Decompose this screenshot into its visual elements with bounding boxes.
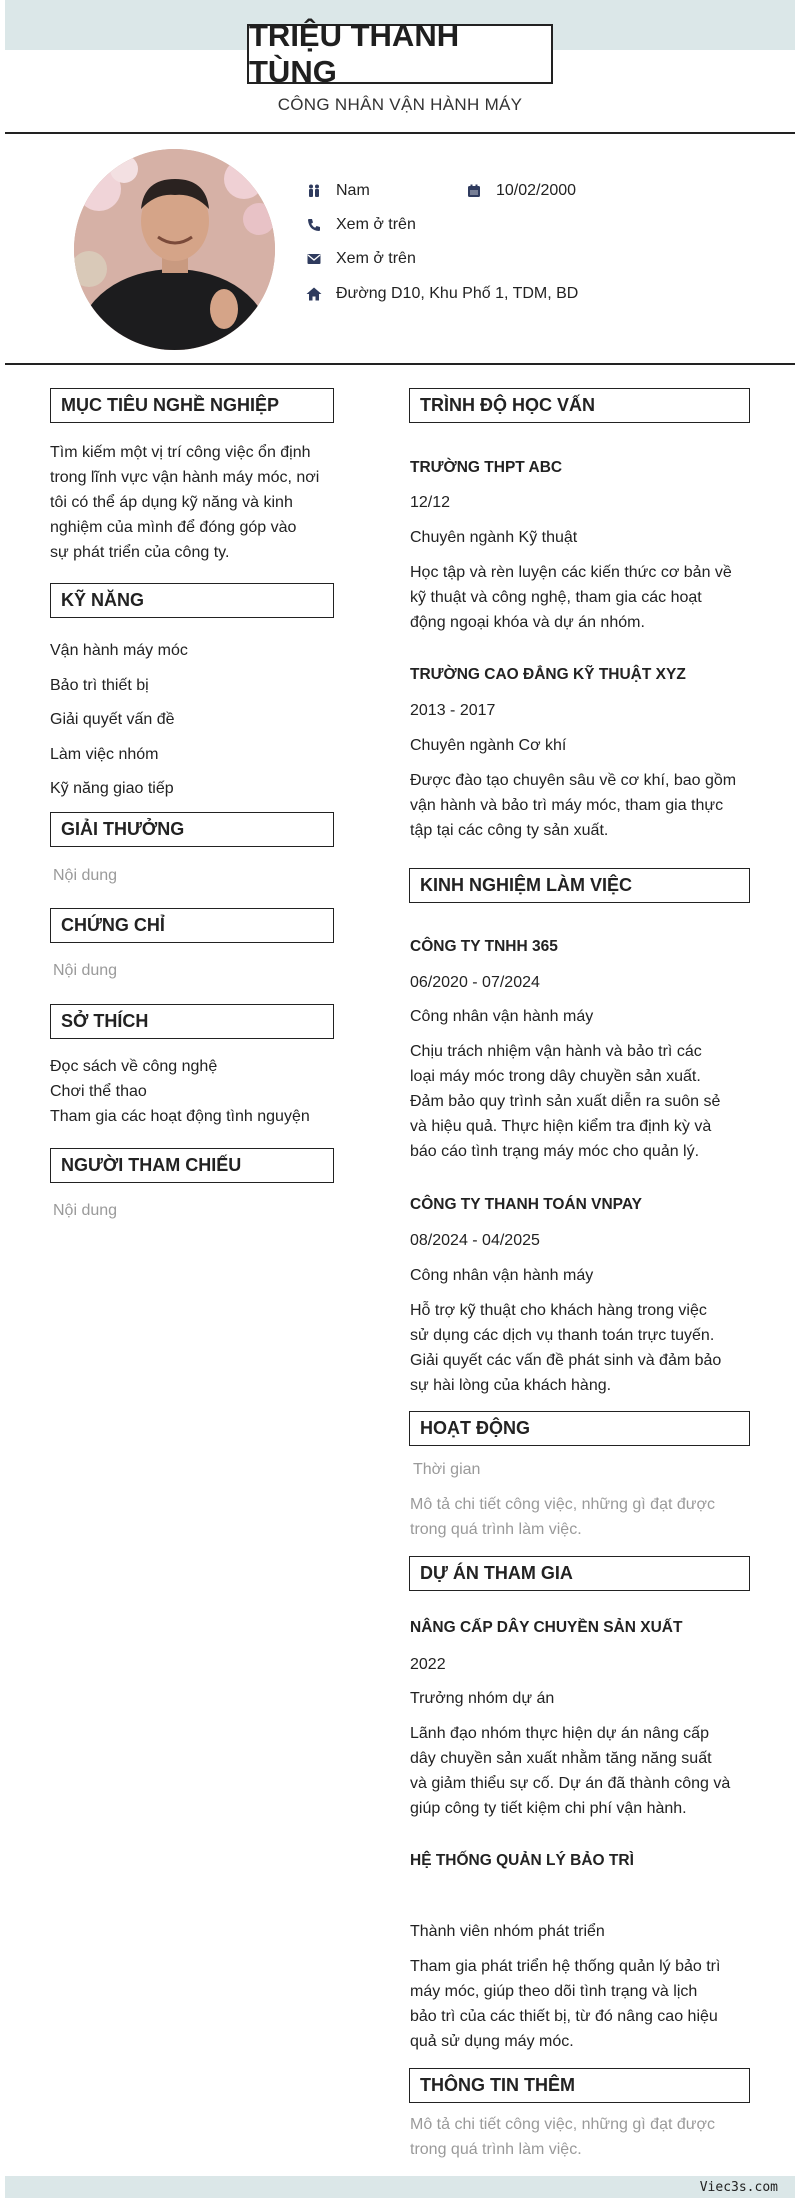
list-item: Bảo trì thiết bị	[50, 676, 149, 694]
gender-row	[306, 182, 370, 200]
objective-text: Tìm kiếm một vị trí công việc ổn định trong lĩnh vực vận hành máy móc, nơi tôi có thể áp dụng kỹ năng và kinh nghiệm của mình để đóng góp vào sự phát triển của công ty.	[50, 444, 320, 561]
email-value: Xem ở trên	[336, 250, 416, 267]
edu-school-2: TRƯỜNG CAO ĐẲNG KỸ THUẬT XYZ	[410, 666, 686, 683]
birthday-value: 10/02/2000	[496, 182, 577, 199]
certificates-content: Nội dung	[53, 962, 118, 979]
edu-time-2: 2013 - 2017	[410, 702, 496, 719]
edu-time-1: 12/12	[410, 494, 451, 511]
gender-value: Nam	[336, 182, 370, 199]
skills-list	[50, 634, 334, 807]
list-item: Giải quyết vấn đề	[50, 711, 175, 728]
header-divider	[5, 132, 795, 134]
project-time-1: 2022	[410, 1656, 446, 1673]
additional-heading: THÔNG TIN THÊM	[409, 2068, 750, 2103]
activities-desc: Mô tả chi tiết công việc, những gì đạt được trong quá trình làm việc.	[410, 1496, 715, 1538]
skills-heading: KỸ NĂNG	[50, 583, 334, 618]
brand-watermark[interactable]: Viec3s.com	[699, 2180, 778, 2195]
list-item: Làm việc nhóm	[50, 745, 159, 763]
exp-time-2: 08/2024 - 04/2025	[410, 1232, 540, 1249]
awards-content: Nội dung	[53, 867, 118, 884]
bottom-band	[5, 2176, 795, 2198]
address-value: Đường D10, Khu Phố 1, TDM, BD	[336, 285, 579, 302]
exp-time-1: 06/2020 - 07/2024	[410, 974, 540, 991]
edu-major-1: Chuyên ngành Kỹ thuật	[410, 529, 578, 546]
edu-desc-1: Học tập và rèn luyện các kiến thức cơ bản về kỹ thuật và công nghệ, tham gia các hoạt động ngoại khóa và dự án nhóm.	[410, 564, 732, 631]
exp-position-2: Công nhân vận hành máy	[410, 1267, 594, 1284]
projects-heading: DỰ ÁN THAM GIA	[409, 1556, 750, 1591]
edu-major-2: Chuyên ngành Cơ khí	[410, 737, 567, 754]
objective-heading: MỤC TIÊU NGHỀ NGHIỆP	[50, 388, 334, 423]
hobbies-heading: SỞ THÍCH	[50, 1004, 334, 1039]
birthday-row	[466, 182, 576, 200]
exp-desc-2: Hỗ trợ kỹ thuật cho khách hàng trong việc sử dụng các dịch vụ thanh toán trực tuyến. Giải quyết các vấn đề phát sinh và đảm bảo sự hài lòng của khách hàng.	[410, 1302, 722, 1394]
job-title: CÔNG NHÂN VẬN HÀNH MÁY	[277, 95, 523, 114]
avatar	[74, 149, 275, 350]
phone-row	[306, 216, 416, 234]
additional-desc: Mô tả chi tiết công việc, những gì đạt được trong quá trình làm việc.	[410, 2116, 715, 2158]
references-heading: NGƯỜI THAM CHIẾU	[50, 1148, 334, 1183]
exp-position-1: Công nhân vận hành máy	[410, 1008, 594, 1025]
list-item: Vận hành máy móc	[50, 642, 188, 659]
gender-icon	[306, 183, 322, 199]
references-content: Nội dung	[53, 1202, 118, 1219]
exp-desc-1: Chịu trách nhiệm vận hành và bảo trì các loại máy móc trong dây chuyền sản xuất. Đảm bảo quy trình sản xuất diễn ra suôn sẻ và hiệu quả. Thực hiện kiểm tra định kỳ và báo cáo tình trạng máy móc cho quản lý.	[410, 1043, 721, 1160]
education-heading: TRÌNH ĐỘ HỌC VẤN	[409, 388, 750, 423]
list-item: Đọc sách về công nghệ	[50, 1058, 218, 1075]
experience-heading: KINH NGHIỆM LÀM VIỆC	[409, 868, 750, 903]
exp-company-1: CÔNG TY TNHH 365	[410, 938, 558, 955]
hobbies-list	[50, 1054, 350, 1129]
project-name-2: HỆ THỐNG QUẢN LÝ BẢO TRÌ	[410, 1852, 634, 1869]
email-icon	[306, 251, 322, 267]
address-row	[306, 285, 578, 303]
home-icon	[306, 286, 322, 302]
phone-icon	[306, 217, 322, 233]
list-item: Tham gia các hoạt động tình nguyện	[50, 1108, 310, 1125]
activities-heading: HOẠT ĐỘNG	[409, 1411, 750, 1446]
phone-value: Xem ở trên	[336, 216, 416, 233]
awards-heading: GIẢI THƯỞNG	[50, 812, 334, 847]
certificates-heading: CHỨNG CHỈ	[50, 908, 334, 943]
activities-time: Thời gian	[413, 1461, 481, 1478]
candidate-name: TRIỆU THANH TÙNG	[247, 24, 553, 84]
project-desc-2: Tham gia phát triển hệ thống quản lý bảo trì máy móc, giúp theo dõi tình trạng và lịch bảo trì của các thiết bị, từ đó nâng cao hiệu quả sử dụng máy móc.	[410, 1958, 721, 2050]
list-item: Chơi thể thao	[50, 1083, 147, 1100]
calendar-icon	[466, 183, 482, 199]
exp-company-2: CÔNG TY THANH TOÁN VNPAY	[410, 1196, 642, 1213]
project-desc-1: Lãnh đạo nhóm thực hiện dự án nâng cấp dây chuyền sản xuất nhằm tăng năng suất và giảm thiểu sự cố. Dự án đã thành công và giúp công ty tiết kiệm chi phí vận hành.	[410, 1725, 731, 1817]
profile-divider	[5, 363, 795, 365]
project-role-1: Trưởng nhóm dự án	[410, 1690, 555, 1707]
email-row	[306, 250, 416, 268]
project-name-1: NÂNG CẤP DÂY CHUYỀN SẢN XUẤT	[410, 1619, 683, 1636]
edu-desc-2: Được đào tạo chuyên sâu về cơ khí, bao gồm vận hành và bảo trì máy móc, tham gia thực tập tại các công ty sản xuất.	[410, 772, 737, 839]
edu-school-1: TRƯỜNG THPT ABC	[410, 459, 563, 476]
project-role-2: Thành viên nhóm phát triển	[410, 1923, 605, 1940]
list-item: Kỹ năng giao tiếp	[50, 780, 174, 797]
